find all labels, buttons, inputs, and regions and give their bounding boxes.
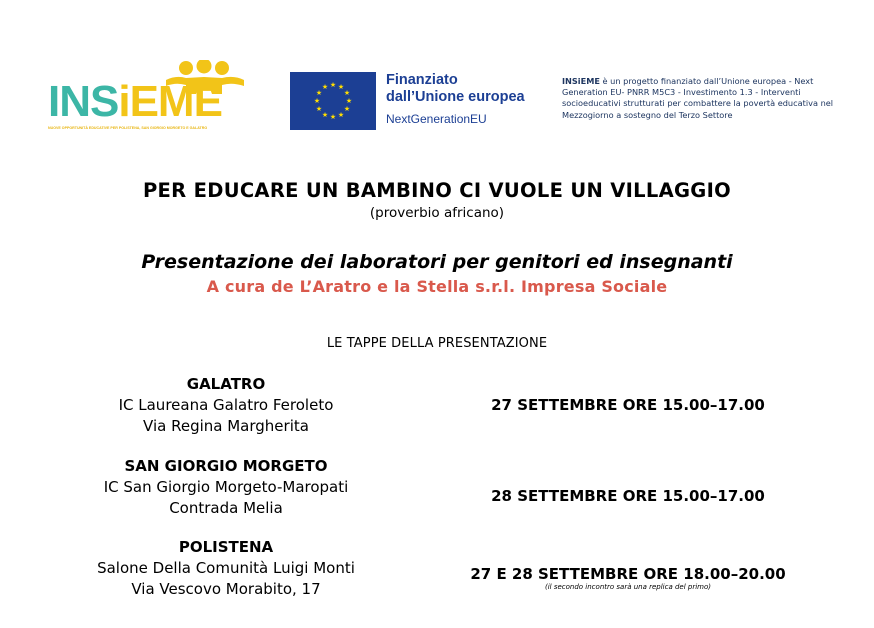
stop-city: GALATRO (186, 375, 266, 393)
project-note-name: INSiEME (562, 76, 600, 86)
stop-address: Via Regina Margherita (143, 417, 309, 435)
stop-date: 27 E 28 SETTEMBRE ORE 18.00–20.00 (470, 565, 786, 583)
insieme-wordmark-part2: iEME (118, 77, 222, 126)
stop-city: SAN GIORGIO MORGETO (124, 457, 328, 475)
stop-date: 28 SETTEMBRE ORE 15.00–17.00 (491, 487, 765, 505)
svg-text:★: ★ (329, 113, 337, 121)
svg-text:★: ★ (337, 83, 345, 91)
eu-funding-line2: dall’Unione europea (386, 89, 525, 105)
svg-text:★: ★ (343, 105, 351, 113)
svg-text:★: ★ (315, 89, 323, 97)
svg-text:★: ★ (313, 97, 321, 105)
svg-text:★: ★ (329, 81, 337, 89)
stop-city: POLISTENA (178, 538, 274, 556)
stop-date: 27 SETTEMBRE ORE 15.00–17.00 (491, 396, 765, 414)
svg-text:★: ★ (337, 111, 345, 119)
insieme-logo (46, 60, 248, 134)
insieme-tagline: NUOVE OPPORTUNITÀ EDUCATIVE PER POLISTENA, SAN GIORGIO MORGETO E GALATRO (48, 126, 208, 130)
main-title: PER EDUCARE UN BAMBINO CI VUOLE UN VILLAGGIO (142, 179, 732, 202)
project-note-text: è un progetto finanziato dall’Unione europea - Next Generation EU- PNRR M5C3 - Investimento 1.3 - Interventi socioeducativi strutturati per combattere la povertà educativa nel Mezzogiorno a sostegno del Terzo Settore (562, 76, 834, 120)
eu-funding-line3: NextGenerationEU (386, 112, 487, 126)
svg-text:★: ★ (343, 89, 351, 97)
presentation-title: Presentazione dei laboratori per genitori ed insegnanti (141, 251, 733, 273)
stop-venue: IC Laureana Galatro Feroleto (118, 396, 334, 414)
stop-address: Contrada Melia (169, 499, 283, 517)
svg-text:★: ★ (321, 83, 329, 91)
stops-heading: LE TAPPE DELLA PRESENTAZIONE (326, 336, 548, 351)
project-note (562, 76, 847, 121)
eu-flag-icon (290, 72, 376, 130)
eu-funding-line1: Finanziato (386, 72, 458, 88)
curator-line: A cura de L’Aratro e la Stella s.r.l. Impresa Sociale (206, 277, 668, 296)
svg-text:★: ★ (345, 97, 353, 105)
stop-address: Via Vescovo Morabito, 17 (131, 580, 321, 598)
stop-venue: Salone Della Comunità Luigi Monti (97, 559, 355, 577)
main-subtitle: (proverbio africano) (369, 205, 505, 221)
stop-venue: IC San Giorgio Morgeto-Maropati (103, 478, 349, 496)
insieme-wordmark-part1: INS (48, 77, 119, 126)
stop-date-note: (il secondo incontro sarà una replica del primo) (544, 583, 711, 591)
stop-polistena (40, 537, 412, 600)
svg-text:★: ★ (315, 105, 323, 113)
stop-galatro (40, 374, 412, 437)
svg-text:★: ★ (321, 111, 329, 119)
stop-san-giorgio-morgeto (40, 456, 412, 519)
insieme-wordmark (48, 77, 222, 126)
